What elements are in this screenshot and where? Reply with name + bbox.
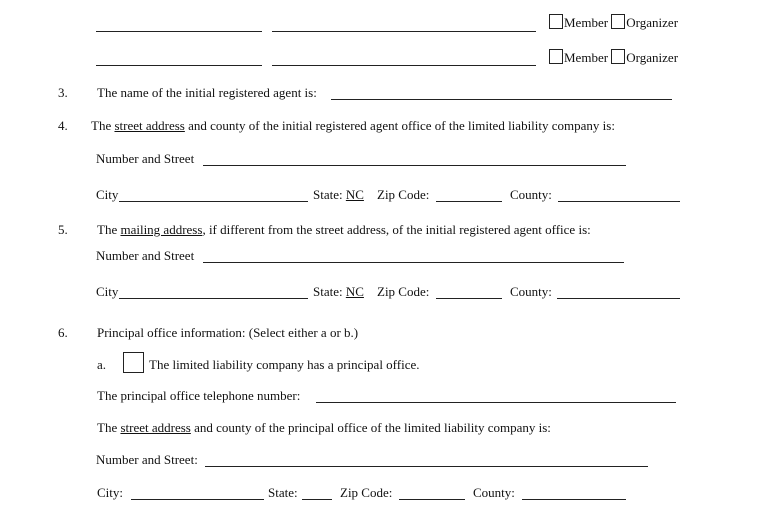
- zip-label: Zip Code:: [340, 485, 393, 500]
- member-role-row-1: [549, 14, 678, 30]
- principal-address-text: The street address and county of the principal office of the limited liability company is:: [97, 420, 551, 435]
- item-5-number: 5.: [58, 222, 68, 237]
- member-label: Member: [564, 50, 609, 65]
- organizer-label: Organizer: [626, 15, 679, 30]
- member-role-row-2: [549, 49, 678, 65]
- principal-street-field[interactable]: [205, 466, 648, 467]
- member-name-field-2[interactable]: [96, 65, 262, 66]
- item-4-number: 4.: [58, 118, 68, 133]
- item-5-text: The mailing address, if different from the street address, of the initial registered agent office is:: [97, 222, 591, 237]
- city-label: City:: [97, 485, 124, 500]
- item-3-number: 3.: [58, 85, 68, 100]
- street-address-link: street address: [120, 420, 191, 435]
- zip-label: Zip Code:: [377, 284, 430, 299]
- county-label: County:: [510, 187, 552, 202]
- member-label: Member: [564, 15, 609, 30]
- mailing-city-field[interactable]: [119, 298, 308, 299]
- principal-phone-field[interactable]: [316, 402, 676, 403]
- item-4-text: The street address and county of the initial registered agent office of the limited liability company is:: [91, 118, 615, 133]
- zip-label: Zip Code:: [377, 187, 430, 202]
- option-a-label: a.: [97, 357, 107, 372]
- agent-county-field[interactable]: [558, 201, 680, 202]
- principal-county-field[interactable]: [522, 499, 626, 500]
- organizer-checkbox-2[interactable]: [611, 49, 625, 64]
- mailing-address-link: mailing address: [120, 222, 203, 237]
- member-checkbox-2[interactable]: [549, 49, 563, 64]
- city-label: City: [96, 284, 119, 299]
- number-street-label: Number and Street:: [96, 452, 198, 467]
- state-label: State: NC: [313, 284, 364, 299]
- member-address-field-2[interactable]: [272, 65, 536, 66]
- state-label: State:: [268, 485, 298, 500]
- state-value: NC: [345, 284, 364, 299]
- mailing-county-field[interactable]: [557, 298, 680, 299]
- member-address-field-1[interactable]: [272, 31, 536, 32]
- member-name-field-1[interactable]: [96, 31, 262, 32]
- number-street-label: Number and Street: [96, 248, 195, 263]
- item-3-text: The name of the initial registered agent is:: [97, 85, 317, 100]
- agent-zip-field[interactable]: [436, 201, 502, 202]
- organizer-checkbox-1[interactable]: [611, 14, 625, 29]
- phone-label: The principal office telephone number:: [97, 388, 301, 403]
- agent-city-field[interactable]: [119, 201, 308, 202]
- principal-zip-field[interactable]: [399, 499, 465, 500]
- member-checkbox-1[interactable]: [549, 14, 563, 29]
- street-address-link: street address: [114, 118, 185, 133]
- county-label: County:: [473, 485, 515, 500]
- item-6-text: Principal office information: (Select either a or b.): [97, 325, 359, 340]
- item-6-number: 6.: [58, 325, 68, 340]
- principal-city-field[interactable]: [131, 499, 264, 500]
- state-label: State: NC: [313, 187, 364, 202]
- city-label: City: [96, 187, 119, 202]
- mailing-zip-field[interactable]: [436, 298, 502, 299]
- principal-office-checkbox[interactable]: [123, 352, 144, 373]
- principal-state-field[interactable]: [302, 499, 332, 500]
- mailing-street-field[interactable]: [203, 262, 624, 263]
- number-street-label: Number and Street: [96, 151, 195, 166]
- county-label: County:: [510, 284, 552, 299]
- state-value: NC: [345, 187, 364, 202]
- option-a-text: The limited liability company has a principal office.: [149, 357, 420, 372]
- registered-agent-name-field[interactable]: [331, 99, 672, 100]
- agent-street-field[interactable]: [203, 165, 626, 166]
- organizer-label: Organizer: [626, 50, 679, 65]
